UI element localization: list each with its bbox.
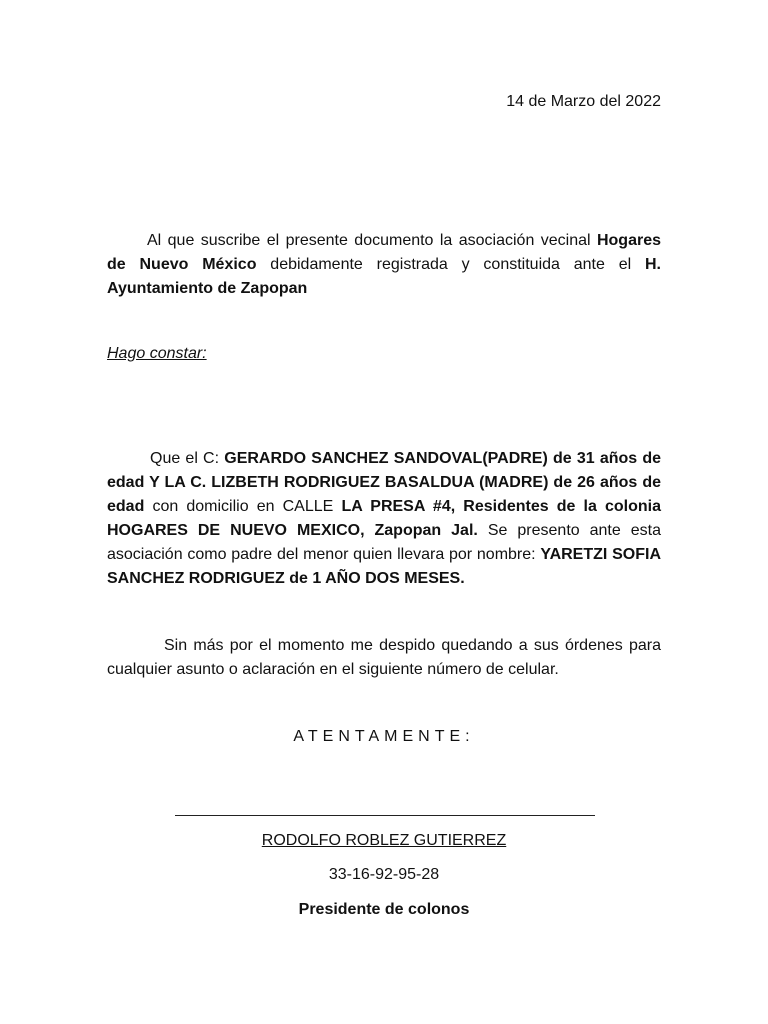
intro-paragraph: [107, 229, 661, 301]
signature-line: [175, 815, 595, 816]
child-name: YARETZI SOFIA SANCHEZ RODRIGUEZ de 1 AÑO DOS MESES.: [107, 546, 661, 587]
declaration-text-1: Que el C:: [150, 450, 225, 467]
declaration-paragraph: [107, 447, 661, 591]
closing-paragraph: Sin más por el momento me despido quedando a sus órdenes para cualquier asunto o aclaración en el siguiente número de celular.: [107, 637, 661, 678]
atentamente-label: ATENTAMENTE:: [293, 728, 475, 745]
letter-date: 14 de Marzo del 2022: [506, 93, 661, 110]
declaration-text-3: Se presento ante esta asociación como padre del menor quien llevara por nombre:: [107, 522, 662, 563]
intro-text-1: Al que suscribe el presente documento la asociación vecinal: [147, 232, 597, 249]
signer-name: RODOLFO ROBLEZ GUTIERREZ: [261, 832, 507, 849]
association-name: Hogares de Nuevo México: [107, 232, 661, 273]
signer-phone: 33-16-92-95-28: [328, 866, 440, 883]
declaration-text-2: con domicilio en CALLE: [144, 498, 342, 515]
municipality-name: H. Ayuntamiento de Zapopan: [107, 256, 661, 297]
parents-names: GERARDO SANCHEZ SANDOVAL(PADRE) de 31 años de edad Y LA C. LIZBETH RODRIGUEZ BASALDUA (MADRE) de 26 años de edad: [107, 450, 662, 515]
address: LA PRESA #4, Residentes de la colonia HOGARES DE NUEVO MEXICO, Zapopan Jal.: [107, 498, 661, 539]
signer-role: Presidente de colonos: [298, 901, 470, 918]
intro-text-2: debidamente registrada y constituida ante el: [256, 256, 645, 273]
hago-constar-heading: Hago constar:: [107, 345, 207, 362]
